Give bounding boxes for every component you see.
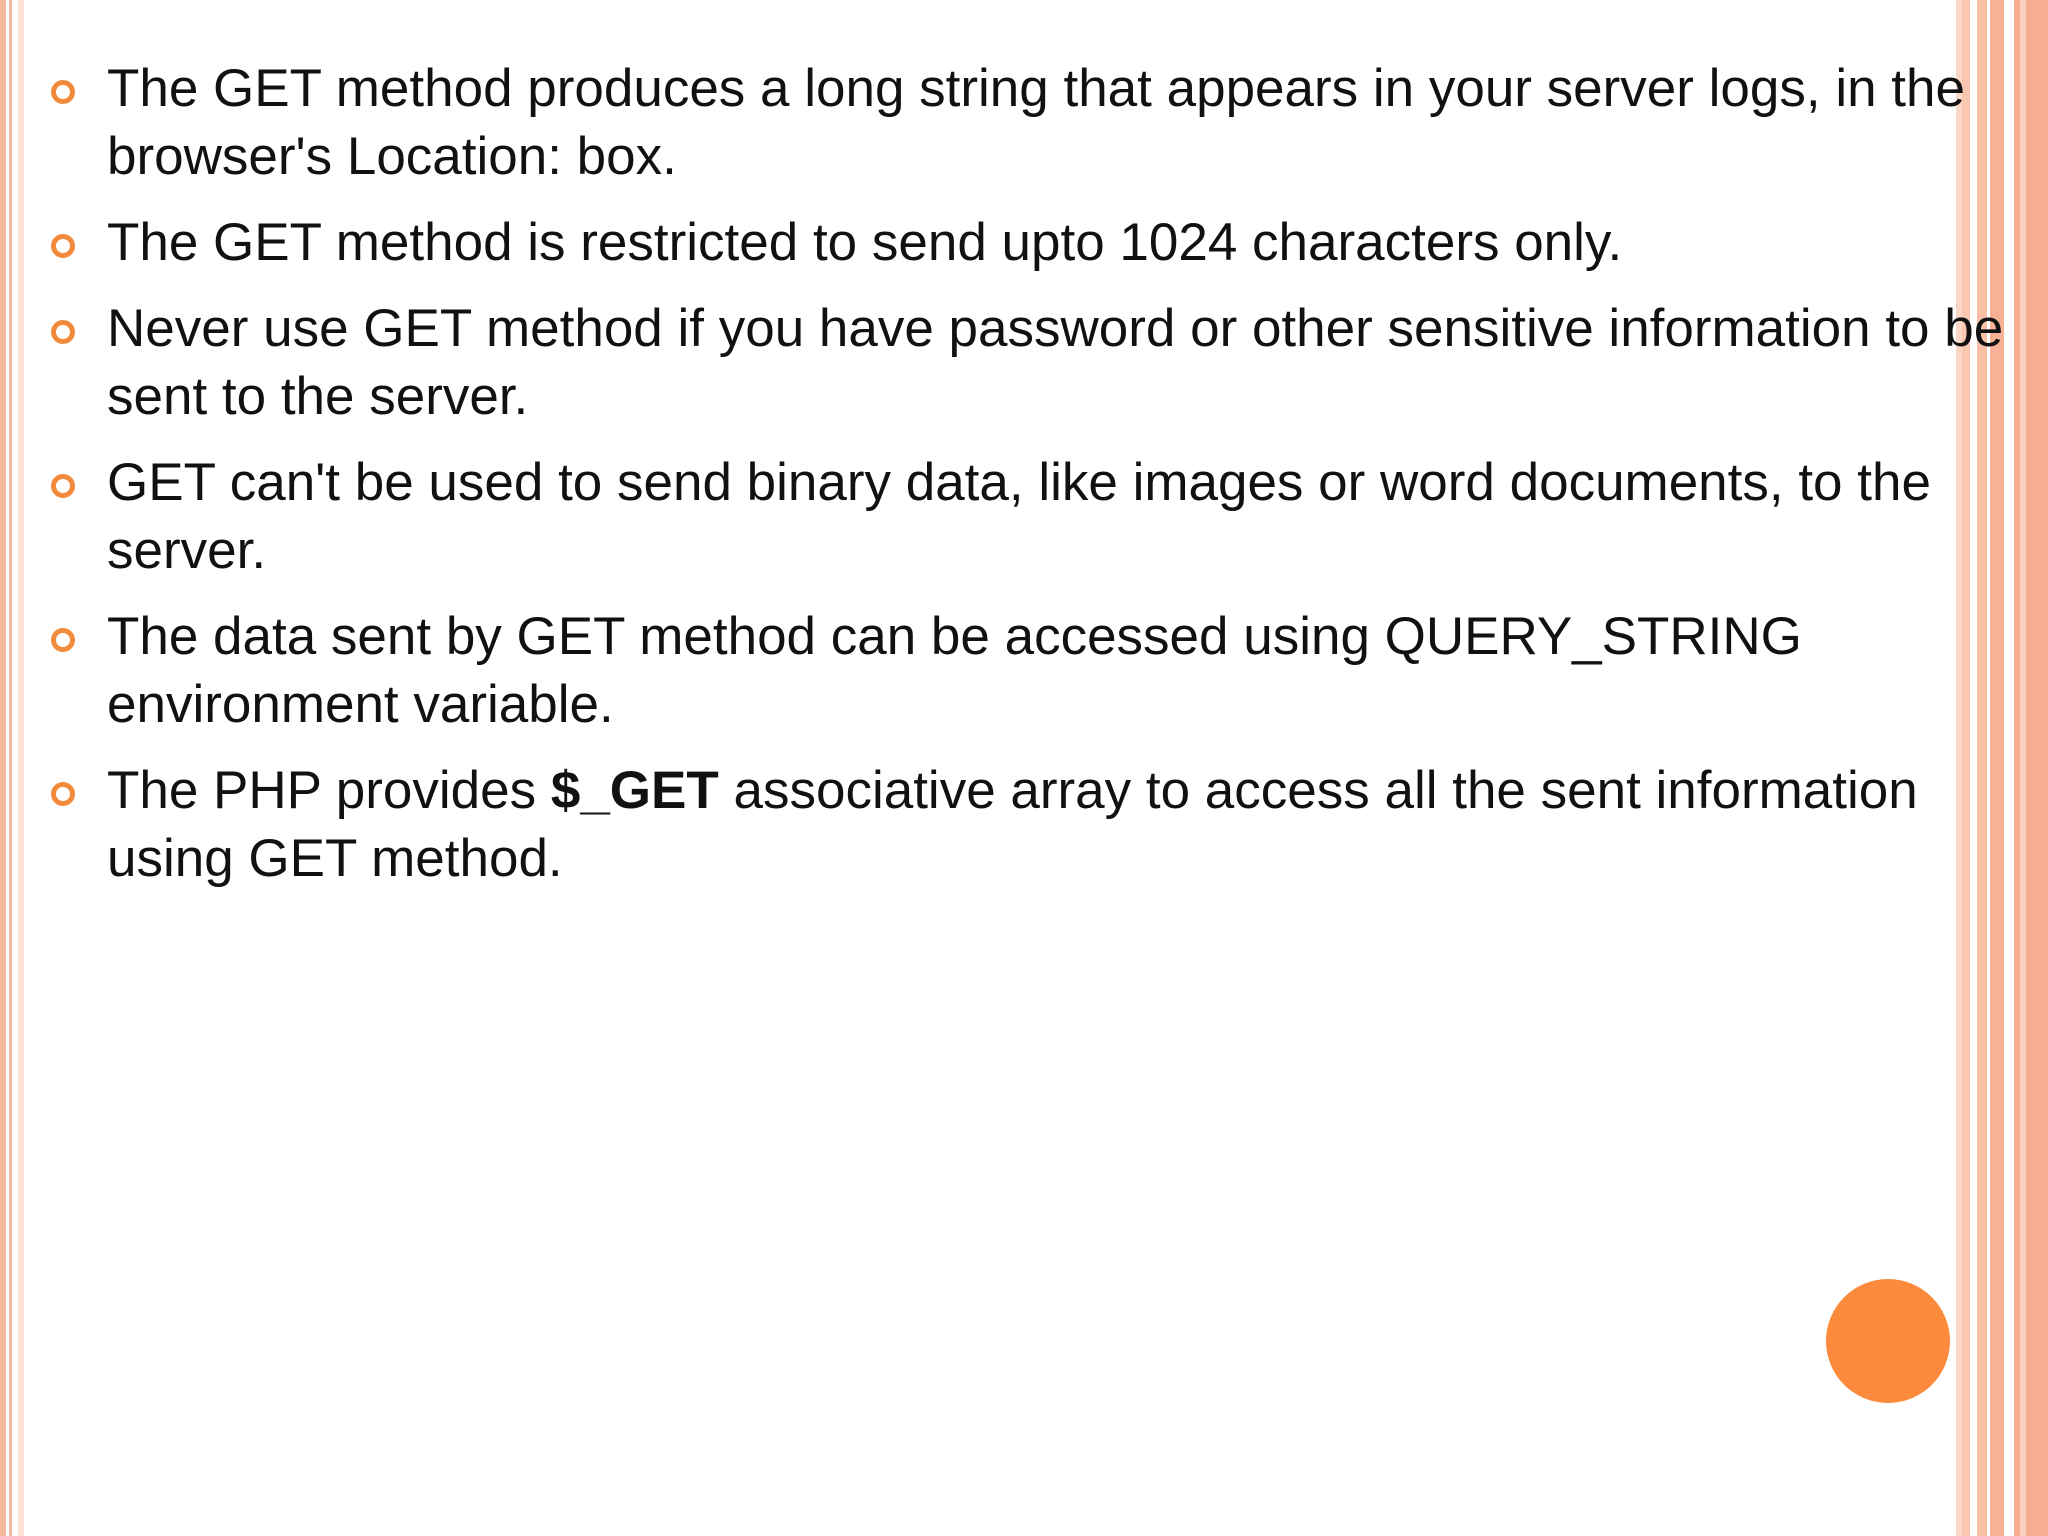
bullet-text-bold: $_GET bbox=[550, 761, 719, 820]
left-border-stripe bbox=[9, 0, 12, 1536]
bullet-list bbox=[44, 55, 2004, 911]
bullet-item bbox=[44, 603, 2004, 739]
orange-circle-decoration bbox=[1826, 1279, 1950, 1403]
bullet-item bbox=[44, 295, 2004, 431]
bullet-text: The GET method produces a long string that appears in your server logs, in the browser's Location: box. bbox=[107, 59, 1965, 186]
bullet-item bbox=[44, 449, 2004, 585]
bullet-item bbox=[44, 209, 2004, 277]
bullet-text: Never use GET method if you have password or other sensitive information to be sent to the server. bbox=[107, 299, 2004, 426]
bullet-text: The data sent by GET method can be accessed using QUERY_STRING environment variable. bbox=[107, 607, 1802, 734]
left-border-stripe bbox=[0, 0, 6, 1536]
right-border-stripe bbox=[2020, 0, 2026, 1536]
bullet-item bbox=[44, 757, 2004, 893]
bullet-ring-icon bbox=[51, 80, 75, 104]
bullet-ring-icon bbox=[51, 782, 75, 806]
bullet-ring-icon bbox=[51, 474, 75, 498]
bullet-ring-icon bbox=[51, 234, 75, 258]
bullet-text-start: The PHP provides bbox=[107, 761, 551, 820]
left-border-stripe bbox=[18, 0, 24, 1536]
bullet-text-end: associative array to access all the sent information using GET method. bbox=[107, 761, 1918, 888]
bullet-text: GET can't be used to send binary data, like images or word documents, to the server. bbox=[107, 453, 1931, 580]
bullet-item bbox=[44, 55, 2004, 191]
bullet-text: The GET method is restricted to send upto 1024 characters only. bbox=[107, 213, 1623, 272]
bullet-ring-icon bbox=[51, 320, 75, 344]
bullet-ring-icon bbox=[51, 628, 75, 652]
